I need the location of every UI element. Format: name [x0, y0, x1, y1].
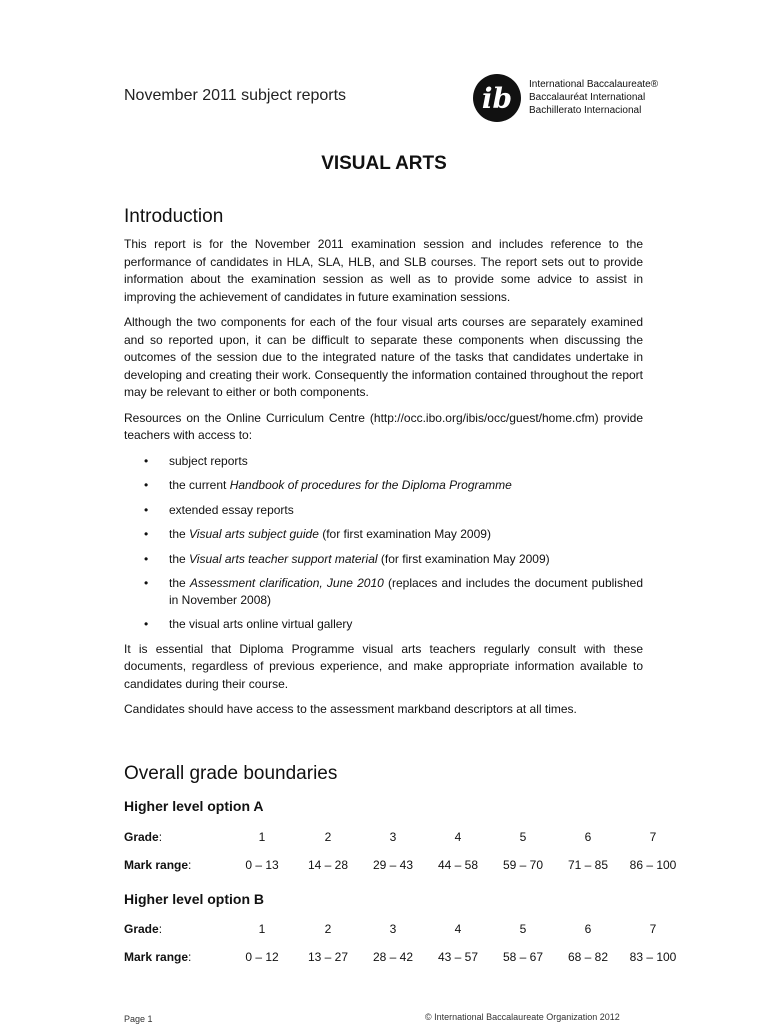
intro-paragraph-2: Although the two components for each of the four visual arts courses are separately examined and so reported upon, it can be difficult to separate these components when discussing the outcomes of the session due to the integrated nature of the tasks that candidates undertake in developing and creating their work. Consequently the information contained throughout the report may be relevant to either or both components. — [124, 315, 643, 399]
report-title: November 2011 subject reports — [124, 87, 347, 104]
option-b-heading: Higher level option B — [124, 891, 265, 907]
grade-cell: 6 — [584, 922, 592, 936]
ib-logo-icon: ib — [473, 74, 521, 122]
mark-range-cell: 0 – 13 — [245, 858, 279, 872]
org-name-fr: Baccalauréat International — [529, 92, 646, 103]
option-b-table — [124, 922, 684, 970]
mark-range-cell: 86 – 100 — [629, 858, 677, 872]
mark-range-cell: 71 – 85 — [567, 858, 609, 872]
resource-list — [124, 453, 643, 633]
grade-cell: 1 — [258, 830, 266, 844]
grade-cell: 5 — [519, 922, 527, 936]
page-number: Page 1 — [124, 1014, 153, 1024]
mark-range-cell: 14 – 28 — [307, 858, 349, 872]
mark-range-label: Mark range: — [124, 858, 192, 872]
bullet-icon: • — [144, 527, 149, 541]
grade-cell: 3 — [389, 922, 397, 936]
option-a-heading: Higher level option A — [124, 798, 264, 814]
grade-cell: 6 — [584, 830, 592, 844]
list-item: • extended essay reports — [144, 502, 294, 517]
mark-range-cell: 43 – 57 — [437, 950, 479, 964]
grade-label: Grade: — [124, 922, 163, 936]
org-name-es: Bachillerato Internacional — [529, 105, 642, 116]
mark-range-label: Mark range: — [124, 950, 192, 964]
mark-range-row — [124, 858, 684, 878]
closing-paragraph-1: It is essential that Diploma Programme visual arts teachers regularly consult with these documents, regardless of previous experience, and make appropriate information available to candidates during their course. — [124, 641, 643, 691]
grade-cell: 7 — [649, 922, 657, 936]
bullet-icon: • — [144, 478, 149, 492]
grade-label: Grade: — [124, 830, 163, 844]
grade-cell: 5 — [519, 830, 527, 844]
grade-cell: 4 — [454, 922, 462, 936]
bullet-icon: • — [144, 551, 149, 566]
grade-cell: 7 — [649, 830, 657, 844]
bullet-icon: • — [144, 617, 149, 631]
ib-logo — [473, 74, 659, 126]
introduction-section — [124, 206, 643, 727]
list-item: • the Assessment clarification, June 2010 (replaces and includes the document published in November 2008) — [144, 576, 643, 607]
mark-range-cell: 83 – 100 — [629, 950, 677, 964]
grade-cell: 2 — [324, 830, 332, 844]
grade-cell: 3 — [389, 830, 397, 844]
intro-paragraph-3: Resources on the Online Curriculum Centre (http://occ.ibo.org/ibis/occ/guest/home.cfm) provide teachers with access to: — [124, 410, 643, 442]
closing-paragraph-2: Candidates should have access to the assessment markband descriptors at all times. — [124, 702, 577, 716]
list-item: • the visual arts online virtual gallery — [144, 617, 353, 631]
intro-paragraph-1: This report is for the November 2011 examination session and includes reference to the performance of candidates in HLA, SLA, HLB, and SLB courses. The report sets out to provide information about the examination session as well as to provide some advice to assist in improving the achievement of candidates in future examination sessions. — [124, 237, 643, 304]
grade-cell: 1 — [258, 922, 266, 936]
mark-range-cell: 0 – 12 — [245, 950, 279, 964]
page-title: VISUAL ARTS — [321, 153, 447, 174]
grade-cell: 4 — [454, 830, 462, 844]
mark-range-cell: 13 – 27 — [307, 950, 349, 964]
list-item: • the Visual arts subject guide (for first examination May 2009) — [144, 527, 491, 541]
list-item: • the Visual arts teacher support material (for first examination May 2009) — [144, 551, 550, 566]
bullet-icon: • — [144, 502, 149, 517]
bullet-icon: • — [144, 576, 149, 590]
org-names — [529, 78, 658, 117]
mark-range-cell: 58 – 67 — [502, 950, 544, 964]
mark-range-cell: 29 – 43 — [372, 858, 414, 872]
mark-range-cell: 68 – 82 — [567, 950, 609, 964]
grade-row — [124, 830, 684, 850]
mark-range-cell: 44 – 58 — [437, 858, 479, 872]
mark-range-cell: 28 – 42 — [372, 950, 414, 964]
list-item: • subject reports — [144, 453, 248, 468]
list-item: • the current Handbook of procedures for the Diploma Programme — [144, 478, 512, 492]
option-a-table — [124, 830, 684, 878]
mark-range-cell: 59 – 70 — [502, 858, 544, 872]
grade-boundaries-heading: Overall grade boundaries — [124, 763, 338, 784]
bullet-icon: • — [144, 453, 149, 468]
copyright-notice: © International Baccalaureate Organization 2012 — [425, 1012, 620, 1022]
introduction-heading: Introduction — [124, 206, 224, 227]
mark-range-row — [124, 950, 684, 970]
grade-cell: 2 — [324, 922, 332, 936]
grade-row — [124, 922, 684, 942]
org-name-en: International Baccalaureate® — [529, 79, 659, 90]
